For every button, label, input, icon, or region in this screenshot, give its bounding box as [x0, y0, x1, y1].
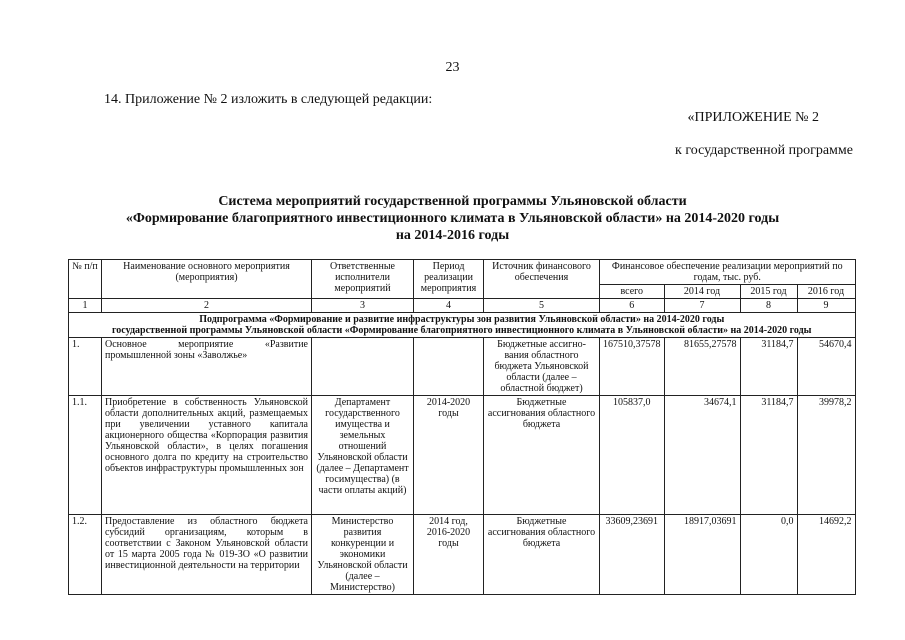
row-responsible: Департамент государственного имущества и земельных отношений Ульяновской области (далее – Департамент госимущества) (в части оплаты акций) — [312, 396, 414, 515]
row-2014: 18917,03691 — [664, 515, 740, 595]
row-2015: 31184,7 — [740, 396, 797, 515]
header-finance: Финансовое обеспечение реализации мероприятий по годам, тыс. руб. — [600, 260, 856, 285]
column-number: 8 — [740, 299, 797, 313]
amendment-item-text: 14. Приложение № 2 изложить в следующей редакции: — [104, 92, 433, 107]
column-number: 6 — [600, 299, 665, 313]
title-line-2: «Формирование благоприятного инвестиционного климата в Ульяновской области» на 2014-2020 годы — [125, 211, 780, 226]
row-source: Бюджетные ассигнования областного бюджета — [484, 396, 600, 515]
row-source: Бюджетные ассигно-вания областного бюджета Ульяновской области (далее – областной бюджет) — [484, 338, 600, 396]
row-num: 1. — [69, 338, 102, 396]
header-2015: 2015 год — [740, 285, 797, 299]
row-source: Бюджетные ассигнования областного бюджета — [484, 515, 600, 595]
document-title — [0, 193, 905, 244]
row-2016: 54670,4 — [797, 338, 855, 396]
row-2014: 81655,27578 — [664, 338, 740, 396]
table-row — [69, 396, 856, 515]
measures-table — [68, 259, 856, 595]
row-name: Основное мероприятие «Развитие промышленной зоны «Заволжье» — [102, 338, 312, 396]
row-total: 167510,37578 — [600, 338, 665, 396]
page-number: 23 — [445, 60, 460, 75]
row-period — [414, 338, 484, 396]
column-number: 1 — [69, 299, 102, 313]
row-period: 2014 год, 2016-2020 годы — [414, 515, 484, 595]
header-num: № п/п — [69, 260, 102, 299]
title-line-1: Система мероприятий государственной программы Ульяновской области — [218, 194, 687, 209]
table-row — [69, 515, 856, 595]
subprogram-line-1: Подпрограмма «Формирование и развитие инфраструктуры зон развития Ульяновской области» на 2014-2020 годы — [199, 314, 725, 325]
header-total: всего — [600, 285, 665, 299]
subprogram-line-2: государственной программы Ульяновской области «Формирование благоприятного инвестиционного климата в Ульяновской области» на 2014-2020 годы — [112, 325, 812, 336]
header-2016: 2016 год — [797, 285, 855, 299]
column-number: 9 — [797, 299, 855, 313]
row-2014: 34674,1 — [664, 396, 740, 515]
row-period: 2014-2020 годы — [414, 396, 484, 515]
title-line-3: на 2014-2016 годы — [395, 228, 510, 243]
row-2016: 14692,2 — [797, 515, 855, 595]
column-number: 5 — [484, 299, 600, 313]
table-row — [69, 338, 856, 396]
appendix-label: «ПРИЛОЖЕНИЕ № 2 — [687, 110, 819, 125]
row-responsible — [312, 338, 414, 396]
row-name: Предоставление из областного бюджета субсидий организациям, которым в соответствии с Законом Ульяновской области от 15 марта 2005 года № 019-ЗО «О развитии инвестиционной деятельности на территории — [102, 515, 312, 595]
header-source: Источник финансового обеспечения — [484, 260, 600, 299]
row-total: 105837,0 — [600, 396, 665, 515]
row-2015: 0,0 — [740, 515, 797, 595]
row-num: 1.1. — [69, 396, 102, 515]
row-name: Приобретение в собственность Ульяновской области дополнительных акций, размещаемых при увеличении уставного капитала акционерного общества «Корпорация развития Ульяновской области», в целях погашения основного долга по кредиту на строительство объектов инфраструктуры промышленных зон — [102, 396, 312, 515]
column-number: 7 — [664, 299, 740, 313]
column-number: 2 — [102, 299, 312, 313]
row-2015: 31184,7 — [740, 338, 797, 396]
subprogram-heading — [69, 313, 856, 338]
appendix-subtitle: к государственной программе — [675, 143, 853, 158]
column-number: 3 — [312, 299, 414, 313]
row-responsible: Министерство развития конкуренции и экономики Ульяновской области (далее – Министерство) — [312, 515, 414, 595]
header-period: Период реализации мероприятия — [414, 260, 484, 299]
row-2016: 39978,2 — [797, 396, 855, 515]
header-name: Наименование основного мероприятия (мероприятия) — [102, 260, 312, 299]
row-num: 1.2. — [69, 515, 102, 595]
header-2014: 2014 год — [664, 285, 740, 299]
header-responsible: Ответственные исполнители мероприятий — [312, 260, 414, 299]
column-number: 4 — [414, 299, 484, 313]
row-total: 33609,23691 — [600, 515, 665, 595]
